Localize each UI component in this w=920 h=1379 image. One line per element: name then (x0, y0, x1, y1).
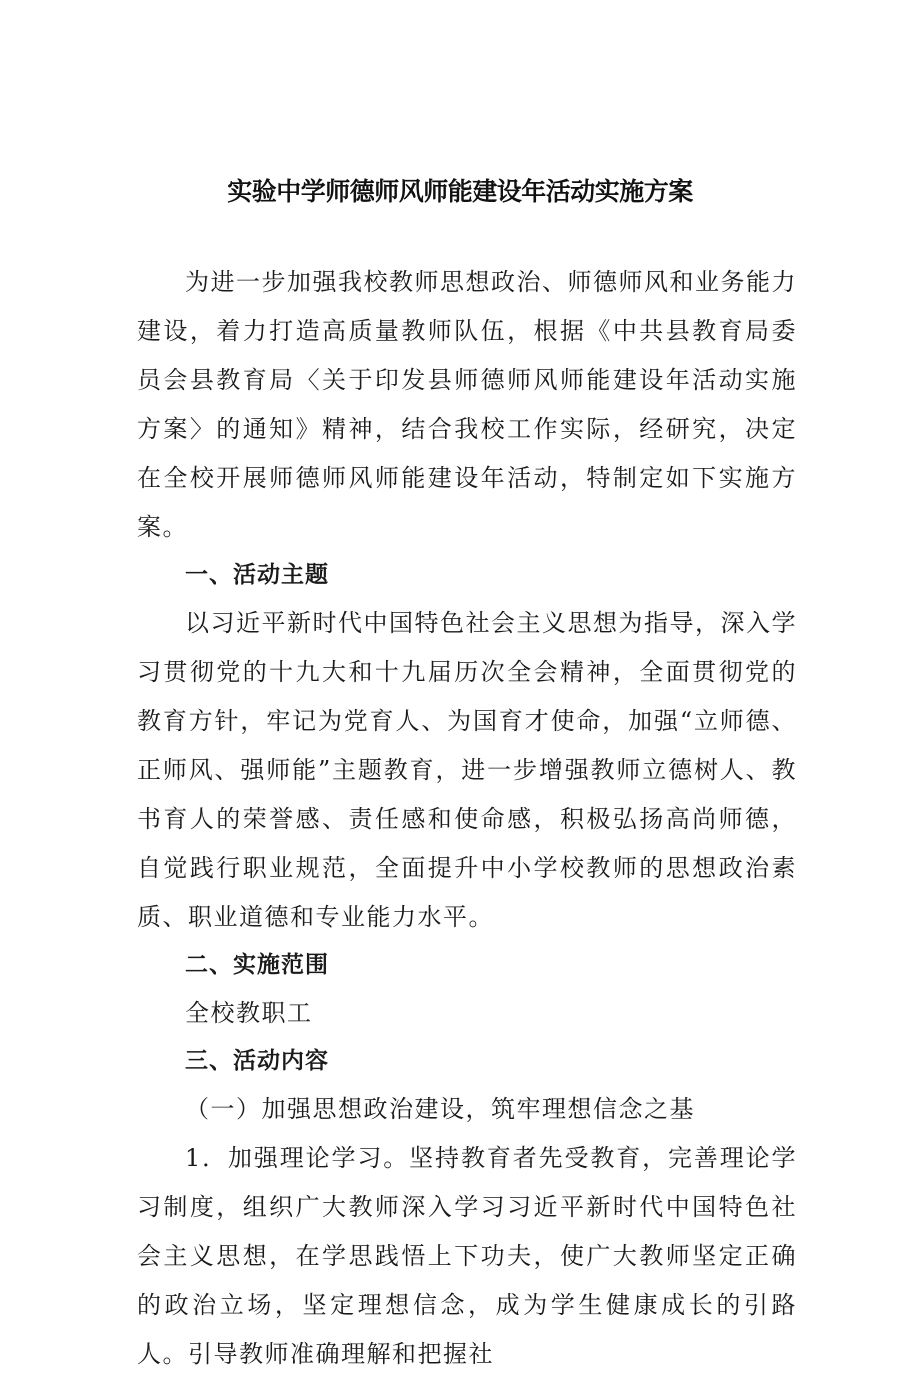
document-body (137, 258, 797, 1379)
content-subheading: （一）加强思想政治建设，筑牢理想信念之基 (185, 1095, 695, 1123)
section-heading-theme: 一、活动主题 (185, 562, 329, 588)
document-title: 实验中学师德师风师能建设年活动实施方案 (227, 177, 693, 206)
section-heading-scope: 二、实施范围 (185, 952, 329, 978)
theme-paragraph: 以习近平新时代中国特色社会主义思想为指导，深入学习贯彻党的十九大和十九届历次全会精神，全面贯彻党的教育方针，牢记为党育人、为国育才使命，加强“立师德、正师风、强师能”主题教育，进一步增强教师立德树人、教书育人的荣誉感、责任感和使命感，积极弘扬高尚师德，自觉践行职业规范，全面提升中小学校教师的思想政治素质、职业道德和专业能力水平。 (137, 609, 797, 931)
content-item-paragraph: 1．加强理论学习。坚持教育者先受教育，完善理论学习制度，组织广大教师深入学习习近平新时代中国特色社会主义思想，在学思践悟上下功夫，使广大教师坚定正确的政治立场，坚定理想信念，成为学生健康成长的引路人。引导教师准确理解和把握社 (137, 1144, 797, 1368)
intro-paragraph: 为进一步加强我校教师思想政治、师德师风和业务能力建设，着力打造高质量教师队伍，根据《中共县教育局委员会县教育局〈关于印发县师德师风师能建设年活动实施方案〉的通知》精神，结合我校工作实际，经研究，决定在全校开展师德师风师能建设年活动，特制定如下实施方案。 (137, 268, 797, 541)
scope-paragraph: 全校教职工 (185, 999, 313, 1027)
section-heading-content: 三、活动内容 (185, 1048, 329, 1074)
